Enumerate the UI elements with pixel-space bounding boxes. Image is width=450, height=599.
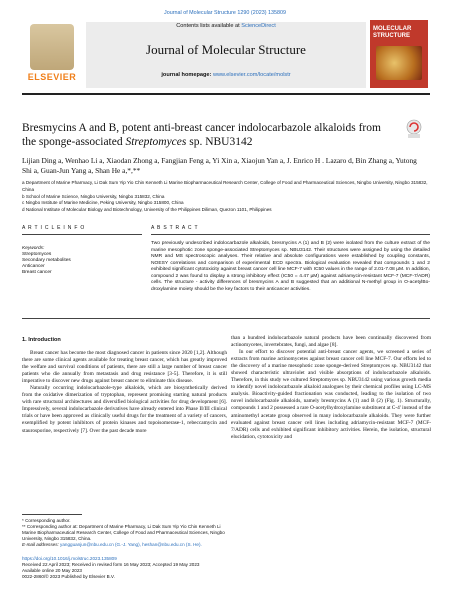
affiliation-a: a Department of Marine Pharmacy, Li Dak Sum Yip Yio Chin Kenneth Li Marine Biopharmaceutical Research Center, College of Food and Pharmaceutical Sciences, Ningbo University, Ningbo 315832, China — [22, 180, 428, 192]
keywords-label: Keywords: — [22, 246, 45, 251]
header-rule — [22, 93, 430, 95]
section-heading-introduction: 1. Introduction — [22, 337, 61, 343]
footnote-emails: E-mail addresses: yangguanjun@nbu.edu.cn (G.-J. Yang), heshan@nbu.edu.cn (S. He). — [22, 542, 202, 547]
affiliation-d: d National Institute of Molecular Biology and Biotechnology, University of the Philippines Diliman, Quezon 1101, Philippines — [22, 207, 272, 213]
affiliations — [22, 180, 432, 214]
left-column — [22, 350, 227, 435]
author-list[interactable]: Lijian Ding a, Wenhao Li a, Xiaodan Zhong a, Fangjian Feng a, Yi Xin a, Xiaojun Yan a, J. Enrico H . Lazaro d, Bin Zhang a, Yutong Shi a, Guan-Jun Yang a, Shan He a,*,** — [22, 156, 417, 175]
sciencedirect-link[interactable]: ScienceDirect — [241, 23, 276, 29]
tree-icon — [30, 24, 74, 70]
intro-paragraph: Naturally occurring indolocarbazole-type alkaloids, which are biosynthetically derived from the oxidative dimerization of tryptophan, represent promising starting natural products with rare structural architectures and diversified biological activities for drug development [6]. Impressively, several indolocarbazole derivatives have already entered into Phase II/III clinical trials or have been approved as clinically useful drugs for the treatment of a variety of cancers, exemplified by potent inhibitors of protein kinases and topoisomerase-1, rebeccamycin and staurosporine, respectively [7]. Over the past decade more — [22, 385, 227, 434]
keywords-block — [22, 246, 132, 276]
journal-homepage: journal homepage: www.elsevier.com/locate/molstr — [161, 72, 291, 78]
homepage-link[interactable]: www.elsevier.com/locate/molstr — [212, 72, 291, 78]
footnote-rule — [22, 514, 82, 515]
footnote-corresponding: * Corresponding author. — [22, 518, 71, 523]
received-dates: Received 22 April 2023; Received in revised form 16 May 2023; Accepted 19 May 2023 — [22, 562, 200, 568]
affiliation-c: c Ningbo Institute of Marine Medicine, Peking University, Ningbo 315800, China — [22, 200, 184, 206]
journal-cover[interactable] — [370, 20, 428, 88]
keyword-item: Anticancer — [22, 263, 45, 269]
article-history — [22, 556, 227, 580]
keyword-item: Streptomyces — [22, 251, 52, 257]
publisher-name: ELSEVIER — [27, 72, 77, 82]
article-info-heading: A R T I C L E I N F O — [22, 225, 86, 231]
doi-link[interactable]: https://doi.org/10.1016/j.molstruc.2023.135809 — [22, 556, 117, 561]
article-title: Bresmycins A and B, potent anti-breast cancer indolocarbazole alkaloids from the sponge-associated Streptomyces sp. NBU3142 — [22, 122, 381, 148]
right-column — [231, 335, 431, 441]
abstract-rule — [151, 234, 430, 235]
available-online: Available online 20 May 2023 — [22, 568, 82, 574]
cover-image — [376, 46, 422, 80]
elsevier-logo[interactable] — [22, 20, 82, 88]
abstract-text: Two previously undescribed indolocarbazole alkaloids, bresmycins A (1) and B (2) were isolated from the culture extract of the marine mesophotic zone sponge-associated Streptomyces sp. NBU3142. Their structures were assigned by using the detailed NMR and MS spectroscopic analyses. Their relative and absolute configurations were established by coupling constants, NOESY correlations and comparison of experimental ECD spectra. Biological evaluation revealed that compounds 1 and 2 exhibited significant cytotoxicity against breast cancer cell line MCF-7 with IC50 values in the range of 2.01-7.08 µM. In addition, compound 2 was found to display a strong inhibitory effect (IC50 = 4.47 µM) against adriamycin-resistant MCF-7 (MCF-7/ADR) cells. The structure - activity differences of bresmycins A and B suggested that an additional N-methyl group in O-acetylBo-droxylamine moiety should be the key factors to their anticancer activities. — [151, 241, 430, 292]
journal-citation-link[interactable]: Journal of Molecular Structure 1290 (2023) 135809 — [164, 10, 286, 16]
info-rule — [22, 234, 142, 235]
abstract-heading: A B S T R A C T — [151, 225, 199, 231]
keyword-item: Secondary metabolites — [22, 257, 71, 263]
affiliation-b: b School of Marine Science, Ningbo University, Ningbo 315832, China — [22, 193, 165, 199]
intro-paragraph: In our effort to discover potential anti-breast cancer agents, we screened a series of extracts from marine actinomycetes against breast cancer cell line MCF-7. Our efforts led to the discovery of a marine mesophotic zone sponge-derived Streptomyces sp. NBU3142 that showed characteristic ultraviolet and visible absorptions of indolocarbazole alkaloids. Therefore, in this study we cultured Streptomyces sp. NBU3142 using various growth media to identify novel indolocarbazole alkaloid analogues by their chemical profiles using LC-MS analysis. Bioactivity-guided fractionation was conducted, leading to the isolation of two novel indolocarbazole alkaloids, namely bresmycins A (1) and B (2) (Fig. 1). Structurally, compounds 1 and 2 possessed a rare O-acetylhydroxylamine substituent at C-4' instead of the aminomethyl acetate group observed in many indolocarbazole alkaloids. They were further evaluated against breast cancer cell lines including adriamycin-resistant MCF-7 (MCF-7/ADR) cells and exhibited significant inhibitory activities. Herein, the isolation, structural elucidation, cytotoxicity and — [231, 349, 431, 440]
contents-line: Contents lists available at ScienceDirect — [176, 23, 276, 29]
email-links[interactable]: yangguanjun@nbu.edu.cn (G.-J. Yang), heshan@nbu.edu.cn (S. He). — [60, 542, 202, 547]
journal-banner — [86, 22, 366, 88]
intro-paragraph: Breast cancer has become the most diagnosed cancer in patients since 2020 [1,2]. Although there are some clinical agents available for treating breast cancer, which has greatly improved the welfare and survival conditions of patients, there are still a large number of breast cancer patients who die annually from metastasis and drug resistance [3-5]. Therefore, it is still imperative to discover new drugs against breast cancer to eliminate this disease. — [22, 350, 227, 385]
footnote-corresponding-2: ** Corresponding author at: Department of Marine Pharmacy, Li Dak Sum Yip Yio Chin Kenneth Li Marine Biopharmaceutical Research Center, College of Food and Pharmaceutical Sciences, Ningbo University, Ningbo 315832, China. — [22, 524, 225, 541]
masthead — [22, 20, 430, 90]
abstract-bottom-rule — [22, 318, 430, 319]
check-for-updates-icon[interactable] — [405, 119, 423, 139]
intro-paragraph: than a hundred indolocarbazole natural products have been continually discovered from actinomycetes, invertebrates, fungi, and algae [8]. — [231, 335, 431, 349]
cover-title: MOLECULAR STRUCTURE — [373, 26, 412, 39]
issn-copyright: 0022-2860/© 2023 Published by Elsevier B.V. — [22, 574, 115, 580]
keyword-item: Breast cancer — [22, 269, 52, 275]
footnotes — [22, 518, 227, 548]
journal-title[interactable]: Journal of Molecular Structure — [146, 42, 306, 57]
